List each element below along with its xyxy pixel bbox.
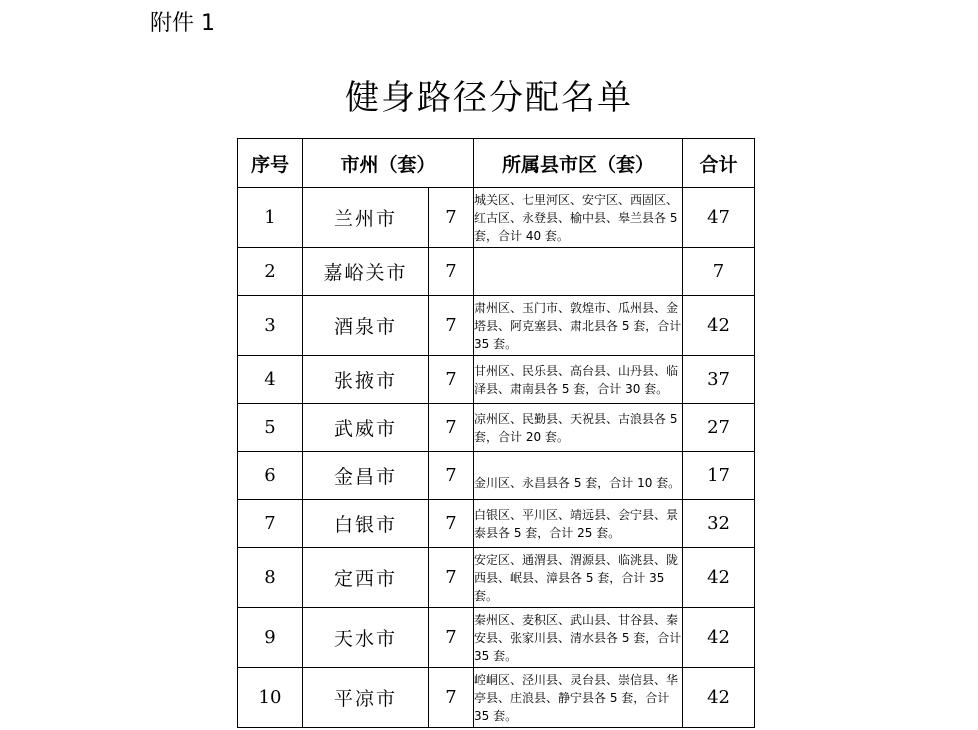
header-total: 合计 — [683, 139, 755, 188]
cell-county: 白银区、平川区、靖远县、会宁县、景泰县各 5 套，合计 25 套。 — [474, 500, 683, 548]
document-title: 健身路径分配名单 — [345, 78, 633, 118]
cell-county — [474, 248, 683, 296]
cell-sets: 7 — [429, 356, 474, 404]
attachment-label: 附件 1 — [150, 11, 215, 36]
cell-seq: 10 — [238, 668, 303, 728]
cell-sets: 7 — [429, 404, 474, 452]
table-row — [238, 500, 755, 548]
cell-sets: 7 — [429, 548, 474, 608]
table-row — [238, 248, 755, 296]
cell-total: 42 — [683, 608, 755, 668]
cell-total: 37 — [683, 356, 755, 404]
table-row — [238, 608, 755, 668]
cell-total: 17 — [683, 452, 755, 500]
cell-county: 肃州区、玉门市、敦煌市、瓜州县、金塔县、阿克塞县、肃北县各 5 套，合计 35 套。 — [474, 296, 683, 356]
cell-seq: 9 — [238, 608, 303, 668]
cell-total: 32 — [683, 500, 755, 548]
cell-seq: 7 — [238, 500, 303, 548]
cell-seq: 6 — [238, 452, 303, 500]
cell-total: 47 — [683, 188, 755, 248]
cell-seq: 1 — [238, 188, 303, 248]
table-header-row — [238, 139, 755, 188]
cell-city: 张掖市 — [303, 356, 429, 404]
cell-city: 兰州市 — [303, 188, 429, 248]
cell-county: 凉州区、民勤县、天祝县、古浪县各 5 套，合计 20 套。 — [474, 404, 683, 452]
cell-sets: 7 — [429, 188, 474, 248]
allocation-table — [237, 138, 755, 728]
table-row — [238, 452, 755, 500]
cell-sets: 7 — [429, 452, 474, 500]
cell-county: 金川区、永昌县各 5 套，合计 10 套。 — [474, 452, 683, 500]
cell-county: 崆峒区、泾川县、灵台县、崇信县、华亭县、庄浪县、静宁县各 5 套，合计 35 套。 — [474, 668, 683, 728]
cell-total: 42 — [683, 296, 755, 356]
table-row — [238, 356, 755, 404]
cell-city: 平凉市 — [303, 668, 429, 728]
cell-city: 白银市 — [303, 500, 429, 548]
table-row — [238, 296, 755, 356]
cell-seq: 8 — [238, 548, 303, 608]
cell-seq: 3 — [238, 296, 303, 356]
cell-county: 秦州区、麦积区、武山县、甘谷县、秦安县、张家川县、清水县各 5 套，合计 35 套。 — [474, 608, 683, 668]
table-row — [238, 404, 755, 452]
cell-sets: 7 — [429, 296, 474, 356]
cell-city: 金昌市 — [303, 452, 429, 500]
cell-county: 安定区、通渭县、渭源县、临洮县、陇西县、岷县、漳县各 5 套，合计 35 套。 — [474, 548, 683, 608]
cell-city: 嘉峪关市 — [303, 248, 429, 296]
cell-sets: 7 — [429, 668, 474, 728]
cell-seq: 4 — [238, 356, 303, 404]
cell-sets: 7 — [429, 248, 474, 296]
cell-city: 酒泉市 — [303, 296, 429, 356]
cell-seq: 2 — [238, 248, 303, 296]
table-row — [238, 668, 755, 728]
header-seq: 序号 — [238, 139, 303, 188]
cell-city: 定西市 — [303, 548, 429, 608]
cell-seq: 5 — [238, 404, 303, 452]
cell-city: 天水市 — [303, 608, 429, 668]
header-county: 所属县市区（套） — [474, 139, 683, 188]
cell-total: 42 — [683, 668, 755, 728]
cell-county: 甘州区、民乐县、高台县、山丹县、临泽县、肃南县各 5 套，合计 30 套。 — [474, 356, 683, 404]
cell-sets: 7 — [429, 608, 474, 668]
cell-total: 42 — [683, 548, 755, 608]
cell-county: 城关区、七里河区、安宁区、西固区、红古区、永登县、榆中县、皋兰县各 5 套，合计 40 套。 — [474, 188, 683, 248]
header-city: 市州（套） — [303, 139, 474, 188]
cell-total: 27 — [683, 404, 755, 452]
cell-sets: 7 — [429, 500, 474, 548]
cell-total: 7 — [683, 248, 755, 296]
table-row — [238, 188, 755, 248]
table-row — [238, 548, 755, 608]
cell-city: 武威市 — [303, 404, 429, 452]
